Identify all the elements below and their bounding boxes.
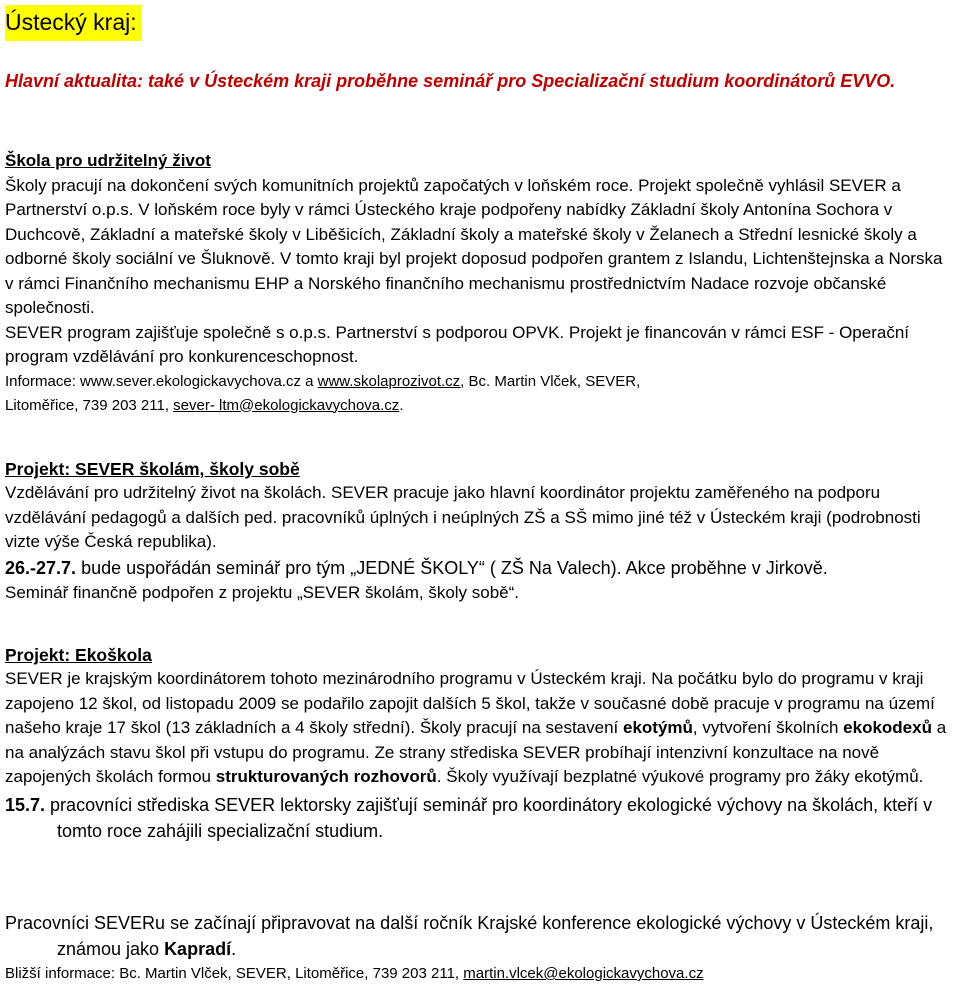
section3-heading: Projekt: Ekoškola [5,645,152,665]
section3-event-date: 15.7. [5,794,46,815]
section3-event: 15.7. pracovníci střediska SEVER lektorsky zajišťují seminář pro koordinátory ekologické výchovy na školách, kteří v tomto roce zahájili specializační studium. [5,794,933,841]
section2-event: 26.-27.7. bude uspořádán seminář pro tým „JEDNÉ ŠKOLY“ ( ZŠ Na Valech). Akce proběhne v Jirkově. [5,557,828,578]
section1-funding: SEVER program zajišťuje společně s o.p.s. Partnerství s podporou OPVK. Projekt je financován v rámci ESF - Operační program vzdělávání pro konkurenceschopnost. [5,322,909,366]
main-headline: Hlavní aktualita: také v Ústeckém kraji proběhne seminář pro Specializační studium koordinátorů EVVO. [5,71,896,91]
section2-event-date: 26.-27.7. [5,557,77,578]
skolaprozivot-link[interactable]: www.skolaprozivot.cz, [317,372,465,390]
section3-paragraph: SEVER je krajským koordinátorem tohoto mezinárodního programu v Ústeckém kraji. Na počátku bylo do programu v kraji zapojeno 12 škol, od listopadu 2009 se podařilo zapojit dalších 5 škol, takže v současné době pracuje v programu na území našeho kraje 17 škol (13 základních a 4 školy střední). Školy pracují na sestavení ekotýmů, vytvoření školních ekokodexů a na analýzách stavu škol při vstupu do programu. Ze strany střediska SEVER probíhají intenzivní konzultace na nově zapojených školách formou strukturovaných rozhovorů. Školy využívají bezplatné výukové programy pro žáky ekotýmů. [5,669,947,786]
section2-note: Seminář finančně podpořen z projektu „SEVER školám, školy sobě“. [5,582,520,602]
martin-vlcek-email-link[interactable]: martin.vlcek@ekologickavychova.cz [463,965,704,982]
section-sever-skolam [5,457,955,605]
section2-heading: Projekt: SEVER školám, školy sobě [5,459,300,479]
region-title: Ústecký kraj: [5,5,142,41]
section-school-sustainable-life [5,149,955,418]
section-ekoskola [5,643,955,844]
section4-paragraph: Pracovníci SEVERu se začínají připravovat na další ročník Krajské konference ekologické výchovy v Ústeckém kraji, známou jako Kapradí. [5,913,934,959]
sever-ltm-email-link[interactable]: sever- ltm@ekologickavychova.cz [173,396,400,414]
section1-heading: Škola pro udržitelný život [5,151,211,170]
section2-paragraph: Vzdělávání pro udržitelný život na školách. SEVER pracuje jako hlavní koordinátor projektu zaměřeného na podporu vzdělávání pedagogů a dalších ped. pracovníků úplných i neúplných ZŠ a SŠ mimo jiné též v Ústeckém kraji (podrobnosti vizte výše Česká republika). [5,483,921,551]
section4-contact: Bližší informace: Bc. Martin Vlček, SEVER, Litoměřice, 739 203 211, martin.vlcek@ekologickavychova.cz [5,965,704,982]
section1-info: Informace: www.sever.ekologickavychova.cz a www.skolaprozivot.cz, Bc. Martin Vlček, SEVER, Litoměřice, 739 203 211, sever- ltm@ekologickavychova.cz. [5,372,641,414]
section1-paragraph: Školy pracují na dokončení svých komunitních projektů započatých v loňském roce. Projekt společně vyhlásil SEVER a Partnerství o.p.s. V loňském roce byly v rámci Ústeckého kraje podpořeny nabídky Základní školy Antonína Sochora v Duchcově, Základní a mateřské školy v Liběšicích, Základní školy a mateřské školy v Želanech a Střední lesnické školy a odborné školy sociální ve Šluknově. V tomto kraji byl projekt doposud podpořen grantem z Islandu, Lichtenštejnska a Norska v rámci Finančního mechanismu EHP a Norského finančního mechanismu prostřednictvím Nadace rozvoje občanské společnosti. [5,175,943,317]
section-kapradi [5,910,955,985]
